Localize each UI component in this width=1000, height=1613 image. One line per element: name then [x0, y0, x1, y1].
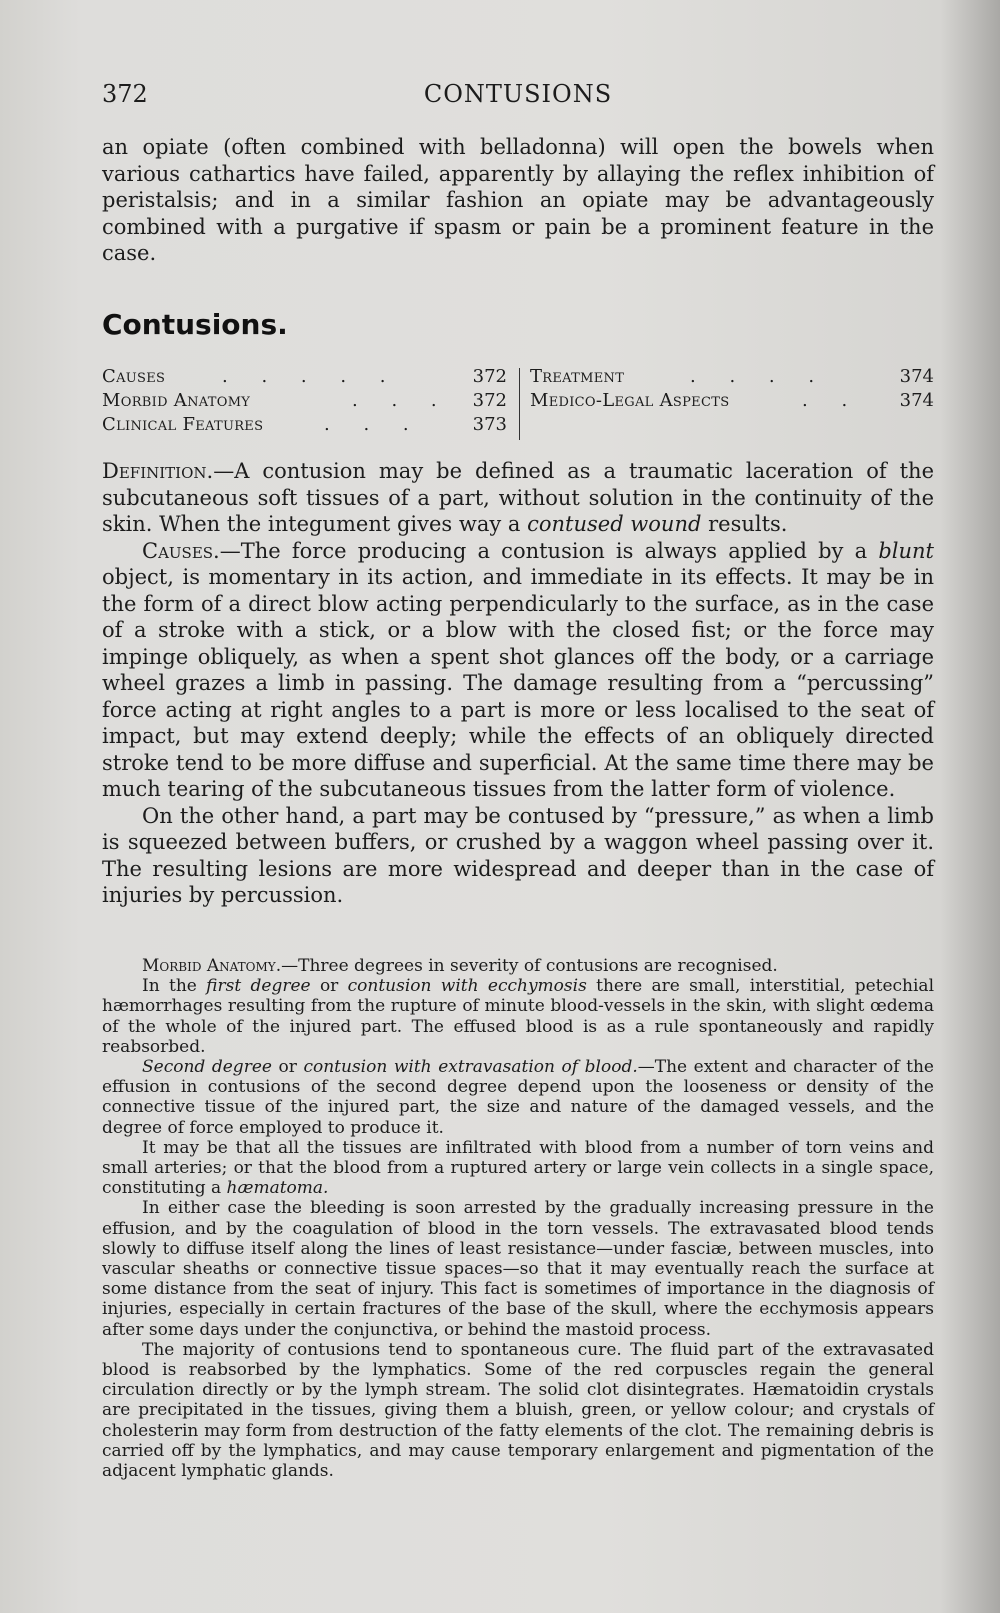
contents-left-column [102, 366, 507, 438]
contents-page-number: 372 [472, 390, 507, 411]
pressure-paragraph: On the other hand, a part may be contused by “pressure,” as when a limb is squeezed between buffers, or crushed by a waggon wheel passing over it. The resulting lesions are more widespread and deeper than in the case of injuries by percussion. [102, 803, 934, 907]
morbid-anatomy-paragraph [102, 956, 934, 976]
causes-text-end: object, is momentary in its action, and immediate in its effects. It may be in the form of a direct blow acting perpendicularly to the surface, as in the case of a stroke with a stick, or a blow with the closed fist; or the force may impinge obliquely, as when a spent shot glances off the body, or a carriage wheel grazes a limb in passing. The damage resulting from a “percussing” force acting at right angles to a part is more or less localised to the seat of impact, but may extend deeply; while the effects of an obliquely directed stroke tend to be more diffuse and superficial. At the same time there may be much tearing of the subcutaneous tissues from the latter form of violence. [102, 565, 934, 801]
contents-entry [530, 366, 934, 390]
contents-entry-label: Treatment [530, 366, 625, 387]
contents-right-column [530, 366, 934, 414]
second-degree-italic: Second degree [142, 1057, 272, 1078]
causes-lead: Causes. [142, 538, 220, 563]
intro-text: an opiate (often combined with belladonna) will open the bowels when various cathartics have failed, apparently by allaying the reflex inhibition of peristalsis; and in a similar fashion an opiate may be advantageously combined with a purgative if spasm or pain be a prominent feature in the case. [102, 135, 934, 265]
contents-entry-label: Clinical Features [102, 414, 264, 435]
contents-leader-dots: . . . [352, 390, 451, 411]
definition-lead: Definition. [102, 459, 214, 483]
contents-page-number: 374 [899, 390, 934, 411]
hematoma-paragraph [102, 1138, 934, 1199]
contents-entry-label: Morbid Anatomy [102, 390, 251, 411]
hematoma-italic: hæmatoma. [226, 1178, 329, 1199]
contents-entry-label: Causes [102, 366, 166, 387]
contents-entry [102, 414, 507, 438]
definition-italic: contused wound [527, 512, 702, 536]
contents-entry [102, 366, 507, 390]
contents-leader-dots: . . . . . [222, 366, 400, 387]
first-degree-pre: In the [142, 976, 207, 997]
majority-paragraph: The majority of contusions tend to spontaneous cure. The fluid part of the extravasated blood is reabsorbed by the lymphatics. Some of the red corpuscles regain the general circulation directly or by the lymph stream. The solid clot disintegrates. Hæmatoidin crystals are precipitated in the tissues, giving them a bluish, green, or yellow colour; and crystals of cholesterin may form from destruction of the fatty elements of the clot. The remaining debris is carried off by the lymphatics, and may cause temporary enlargement and pigmentation of the adjacent lymphatic glands. [102, 1339, 934, 1482]
causes-italic: blunt [878, 538, 934, 563]
first-degree-text: there are small, interstitial, petechial hæmorrhages resulting from the rupture of minute blood-vessels in the skin, with slight œdema of the whole of the injured part. The effused blood is as a rule spontaneously and rapidly reabsorbed. [102, 976, 935, 1057]
bleeding-paragraph: In either case the bleeding is soon arrested by the gradually increasing pressure in the effusion, and by the coagulation of blood in the torn vessels. The extravasated blood tends slowly to diffuse itself along the lines of least resistance—under fasciæ, between muscles, into vascular sheaths or connective tissue spaces—so that it may eventually reach the surface at some distance from the seat of injury. This fact is sometimes of importance in the diagnosis of injuries, especially in certain fractures of the base of the skull, where the ecchymosis appears after some days under the conjunctiva, or behind the mastoid process. [102, 1198, 934, 1340]
definition-text-end: results. [701, 512, 788, 536]
first-degree-paragraph [102, 976, 934, 1057]
intro-paragraph [102, 134, 934, 267]
running-title: CONTUSIONS [423, 80, 613, 108]
contents-divider [519, 368, 520, 440]
morbid-anatomy-lead: Morbid Anatomy. [142, 956, 282, 976]
contents-leader-dots: . . . [324, 414, 423, 435]
morbid-anatomy-text: —Three degrees in severity of contusions are recognised. [281, 956, 778, 976]
main-text [102, 458, 934, 909]
contents-entry [530, 390, 934, 414]
second-degree-italic-2: contusion with extravasation of blood. [303, 1057, 638, 1078]
definition-paragraph [102, 458, 934, 538]
first-degree-mid: or [310, 976, 348, 997]
second-degree-paragraph [102, 1057, 934, 1138]
first-degree-italic-2: contusion with ecchymosis [347, 976, 587, 997]
first-degree-italic: first degree [206, 976, 311, 997]
causes-paragraph [102, 538, 934, 803]
section-title: Contusions. [102, 308, 288, 341]
second-degree-text: —The extent and character of the effusion in contusions of the second degree depend upon the looseness or density of the connective tissue of the injured part, the size and nature of the damaged vessels, and the degree of force employed to produce it. [102, 1057, 934, 1138]
second-degree-mid: or [271, 1057, 304, 1078]
contents-page-number: 372 [472, 366, 507, 387]
contents-leader-dots: . . [802, 390, 862, 411]
contents-page-number: 374 [899, 366, 934, 387]
section-contents [102, 366, 934, 438]
contents-page-number: 373 [472, 414, 507, 435]
page-number: 372 [102, 80, 148, 108]
contents-entry [102, 390, 507, 414]
small-print-text [102, 956, 934, 1481]
causes-text: —The force producing a contusion is always applied by a [219, 538, 879, 563]
contents-entry-label: Medico-Legal Aspects [530, 390, 730, 411]
definition-text: —A contusion may be defined as a traumatic laceration of the subcutaneous soft tissues of a part, without solution in the continuity of the skin. When the integument gives way a [102, 459, 934, 536]
contents-leader-dots: . . . . [690, 366, 829, 387]
hematoma-text: It may be that all the tissues are infiltrated with blood from a number of torn veins and small arteries; or that the blood from a ruptured artery or large vein collects in a single space, constituting a [102, 1137, 934, 1199]
running-header [102, 80, 934, 114]
